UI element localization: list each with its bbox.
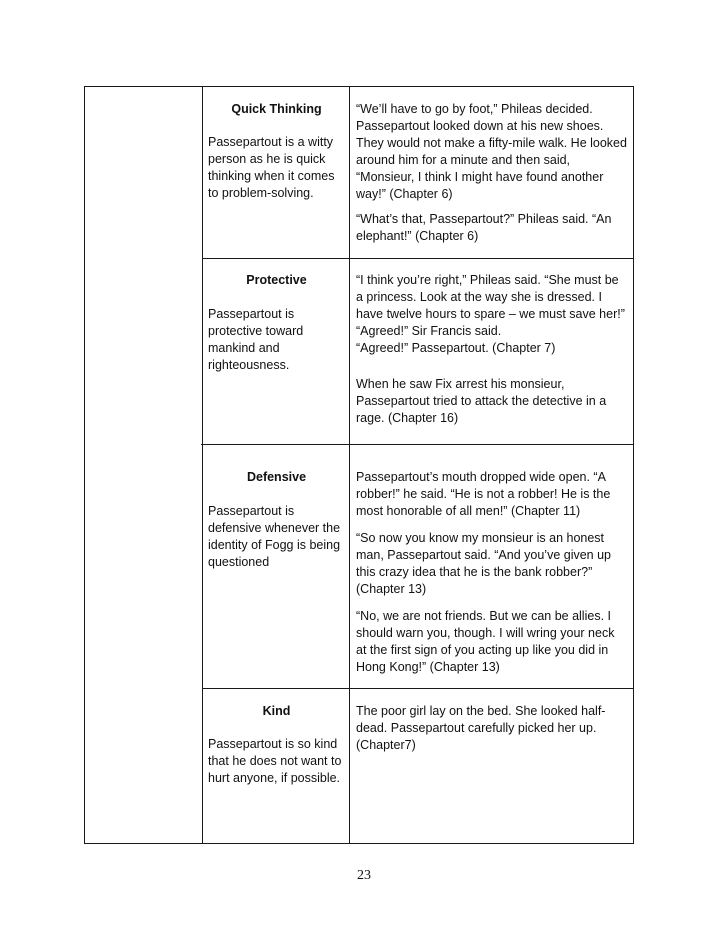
trait-title: Kind [262, 704, 291, 718]
table-row-protective [203, 259, 633, 445]
evidence-cell [350, 445, 633, 689]
table-row-kind [203, 689, 633, 843]
evidence-cell [350, 689, 633, 843]
trait-cell [203, 87, 350, 259]
trait-title: Quick Thinking [231, 102, 322, 116]
trait-description: Passepartout is protective toward mankind and righteousness. [208, 307, 304, 372]
evidence-quote: When he saw Fix arrest his monsieur, Passepartout tried to attack the detective in a rage. (Chapter 16) [356, 377, 607, 425]
trait-description: Passepartout is so kind that he does not want to hurt anyone, if possible. [208, 737, 342, 785]
evidence-quote: “What’s that, Passepartout?” Phileas said. “An elephant!” (Chapter 6) [356, 212, 612, 243]
evidence-quote: “We’ll have to go by foot,” Phileas decided. Passepartout looked down at his new shoes. They would not make a fifty-mile walk. He looked around him for a minute and then said, “Monsieur, I think I might have found another way!” (Chapter 6) [356, 102, 627, 201]
character-trait-table [84, 86, 634, 844]
evidence-cell [350, 259, 633, 445]
evidence-quote: Passepartout’s mouth dropped wide open. “A robber!” he said. “He is not a robber! He is the most honorable of all men!” (Chapter 11) [356, 470, 611, 518]
trait-description: Passepartout is defensive whenever the identity of Fogg is being questioned [208, 504, 341, 569]
trait-cell [203, 689, 350, 843]
table-row-quick-thinking [203, 87, 633, 259]
trait-title: Defensive [246, 470, 307, 484]
blank-left-column [85, 87, 203, 843]
table-row-defensive [203, 445, 633, 689]
evidence-quote: “So now you know my monsieur is an honest man, Passepartout said. “And you’ve given up this crazy idea that he is the bank robber?” (Chapter 13) [356, 531, 612, 596]
trait-cell [203, 445, 350, 689]
page-number: 23 [357, 868, 371, 883]
trait-title: Protective [246, 273, 307, 287]
evidence-quote: “No, we are not friends. But we can be allies. I should warn you, though. I will wring your neck at the first sign of you acting up like you did in Hong Kong!” (Chapter 13) [356, 609, 615, 674]
trait-description: Passepartout is a witty person as he is quick thinking when it comes to problem-solving. [208, 135, 335, 200]
trait-cell [203, 259, 350, 445]
evidence-quote: “I think you’re right,” Phileas said. “She must be a princess. Look at the way she is dressed. I have twelve hours to spare – we must save her!” “Agreed!” Sir Francis said. “Agreed!” Passepartout. (Chapter 7) [356, 273, 625, 355]
evidence-cell [350, 87, 633, 259]
evidence-quote: The poor girl lay on the bed. She looked half-dead. Passepartout carefully picked her up. (Chapter7) [356, 704, 606, 752]
